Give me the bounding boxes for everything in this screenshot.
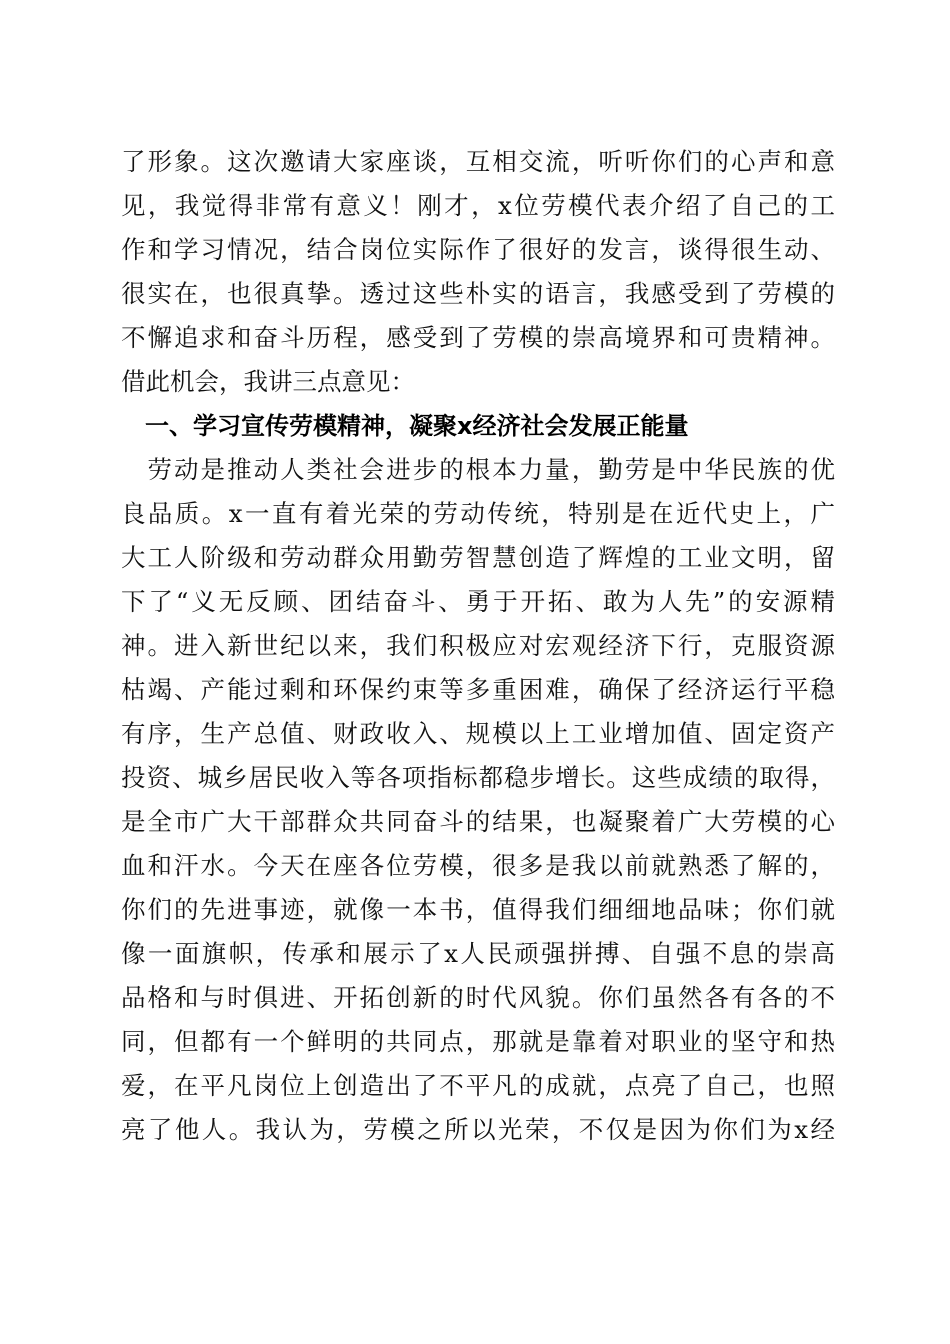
text-line: 见，我觉得非常有意义！刚才，x位劳模代表介绍了自己的工 <box>121 191 835 220</box>
text-line: 你们的先进事迹，就像一本书，值得我们细细地品味；你们就 <box>121 895 835 924</box>
text-line: 是全市广大干部群众共同奋斗的结果，也凝聚着广大劳模的心 <box>121 807 835 836</box>
section-heading: 一、学习宣传劳模精神，凝聚x经济社会发展正能量 <box>121 412 689 440</box>
text-line: 下了“义无反顾、团结奋斗、勇于开拓、敢为人先”的安源精 <box>121 587 835 616</box>
text-line: 血和汗水。今天在座各位劳模，很多是我以前就熟悉了解的， <box>121 851 835 880</box>
text-line: 借此机会，我讲三点意见： <box>121 367 415 396</box>
text-line: 爱，在平凡岗位上创造出了不平凡的成就，点亮了自己，也照 <box>121 1071 835 1100</box>
text-line: 大工人阶级和劳动群众用勤劳智慧创造了辉煌的工业文明，留 <box>121 543 835 572</box>
text-line: 作和学习情况，结合岗位实际作了很好的发言，谈得很生动、 <box>121 235 835 264</box>
text-line: 不懈追求和奋斗历程，感受到了劳模的崇高境界和可贵精神。 <box>121 323 835 352</box>
text-line: 有序，生产总值、财政收入、规模以上工业增加值、固定资产 <box>121 719 835 748</box>
text-line: 很实在，也很真挚。透过这些朴实的语言，我感受到了劳模的 <box>121 279 835 308</box>
text-line: 良品质。x一直有着光荣的劳动传统，特别是在近代史上，广 <box>121 499 835 528</box>
text-line: 亮了他人。我认为，劳模之所以光荣，不仅是因为你们为x经 <box>121 1115 835 1144</box>
text-line: 品格和与时俱进、开拓创新的时代风貌。你们虽然各有各的不 <box>121 983 835 1012</box>
text-line: 像一面旗帜，传承和展示了x人民顽强拼搏、自强不息的崇高 <box>121 939 835 968</box>
text-line: 劳动是推动人类社会进步的根本力量，勤劳是中华民族的优 <box>121 455 835 484</box>
text-line: 投资、城乡居民收入等各项指标都稳步增长。这些成绩的取得， <box>121 763 835 792</box>
text-line: 了形象。这次邀请大家座谈，互相交流，听听你们的心声和意 <box>121 147 835 176</box>
text-line: 神。进入新世纪以来，我们积极应对宏观经济下行，克服资源 <box>121 631 835 660</box>
text-line: 同，但都有一个鲜明的共同点，那就是靠着对职业的坚守和热 <box>121 1027 835 1056</box>
text-line: 枯竭、产能过剩和环保约束等多重困难，确保了经济运行平稳 <box>121 675 835 704</box>
body-text <box>121 140 835 1152</box>
